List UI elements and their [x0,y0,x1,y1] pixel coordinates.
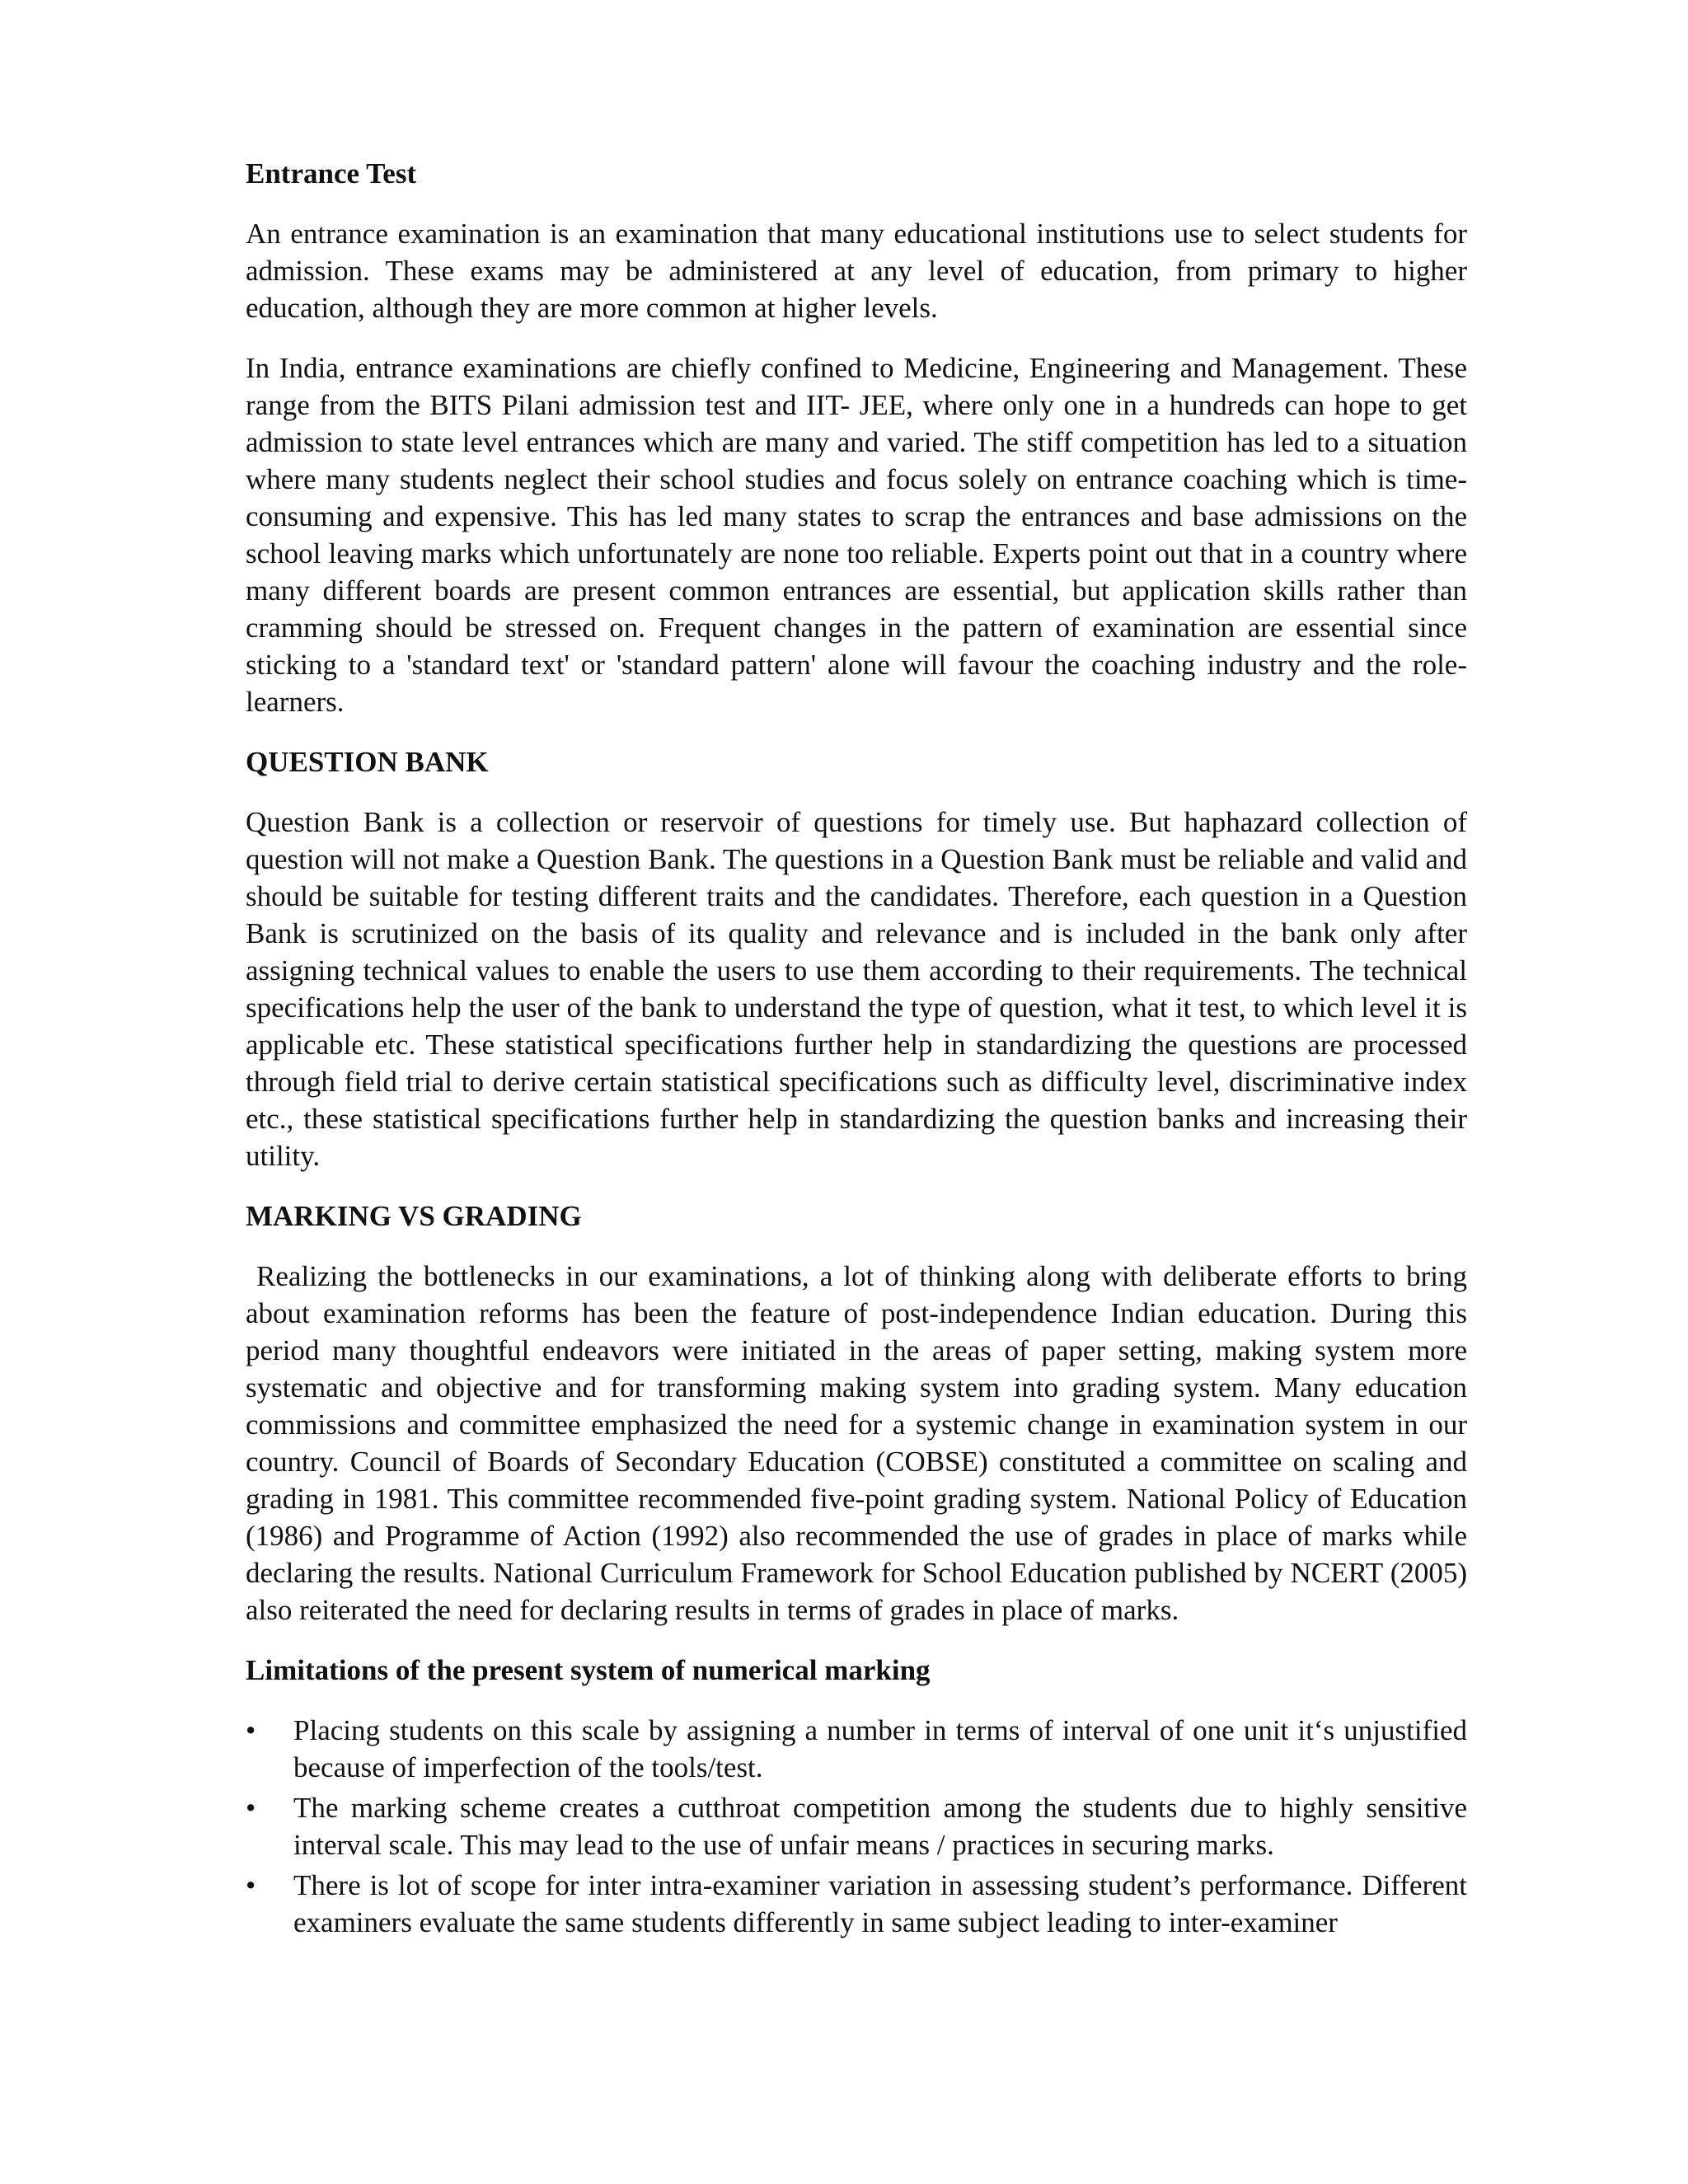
heading-entrance-test: Entrance Test [246,157,417,190]
section-entrance-test [246,155,1467,720]
section-marking-vs-grading [246,1197,1475,1629]
list-item [246,1712,1467,1786]
list-item [246,1789,1467,1863]
list-item [246,1867,1467,1941]
paragraph: Question Bank is a collection or reservoir of questions for timely use. But haphazard collection of question will not make a Question Bank. The questions in a Question Bank must be reliable and valid and should be suitable for testing different traits and the candidates. Therefore, each question in a Question Bank is scrutinized on the basis of its quality and relevance and is included in the bank only after assigning technical values to enable the users to use them according to their requirements. The technical specifications help the user of the bank to understand the type of question, what it test, to which level it is applicable etc. These statistical specifications further help in standardizing the questions are processed through field trial to derive certain statistical specifications such as difficulty level, discriminative index etc., these statistical specifications further help in standardizing the question banks and increasing their utility. [246,806,1467,1172]
heading-limitations: Limitations of the present system of numerical marking [246,1654,931,1686]
section-limitations [246,1652,1467,1941]
limitations-list [246,1712,1467,1941]
section-question-bank [246,743,1467,1174]
list-item-text: The marking scheme creates a cutthroat competition among the students due to highly sensitive interval scale. This may lead to the use of unfair means / practices in securing marks. [293,1792,1467,1861]
bullet-icon: • [246,1714,256,1746]
bullet-icon: • [246,1869,256,1901]
document-body [246,155,1475,1944]
paragraph: Realizing the bottlenecks in our examinations, a lot of thinking along with deliberate efforts to bring about examination reforms has been the feature of post-independence Indian education. During this period many thoughtful endeavors were initiated in the areas of paper setting, making system more systematic and objective and for transforming making system into grading system. Many education commissions and committee emphasized the need for a systemic change in examination system in our country. Council of Boards of Secondary Education (COBSE) constituted a committee on scaling and grading in 1981. This committee recommended five-point grading system. National Policy of Education (1986) and Programme of Action (1992) also recommended the use of grades in place of marks while declaring the results. National Curriculum Framework for School Education published by NCERT (2005) also reiterated the need for declaring results in terms of grades in place of marks. [246,1260,1475,1626]
list-item-text: Placing students on this scale by assigning a number in terms of interval of one unit it‘s unjustified because of imperfection of the tools/test. [293,1714,1467,1783]
heading-question-bank: QUESTION BANK [246,746,489,778]
heading-marking-vs-grading: MARKING VS GRADING [246,1200,582,1232]
list-item-text: There is lot of scope for inter intra-examiner variation in assessing student’s performance. Different examiners evaluate the same students differently in same subject leading to inter-examiner [293,1869,1467,1938]
paragraph: In India, entrance examinations are chiefly confined to Medicine, Engineering and Management. These range from the BITS Pilani admission test and IIT- JEE, where only one in a hundreds can hope to get admission to state level entrances which are many and varied. The stiff competition has led to a situation where many students neglect their school studies and focus solely on entrance coaching which is time-consuming and expensive. This has led many states to scrap the entrances and base admissions on the school leaving marks which unfortunately are none too reliable. Experts point out that in a country where many different boards are present common entrances are essential, but application skills rather than cramming should be stressed on. Frequent changes in the pattern of examination are essential since sticking to a 'standard text' or 'standard pattern' alone will favour the coaching industry and the role-learners. [246,352,1467,718]
paragraph: An entrance examination is an examination that many educational institutions use to select students for admission. These exams may be administered at any level of education, from primary to higher education, although they are more common at higher levels. [246,218,1467,324]
bullet-icon: • [246,1792,256,1824]
